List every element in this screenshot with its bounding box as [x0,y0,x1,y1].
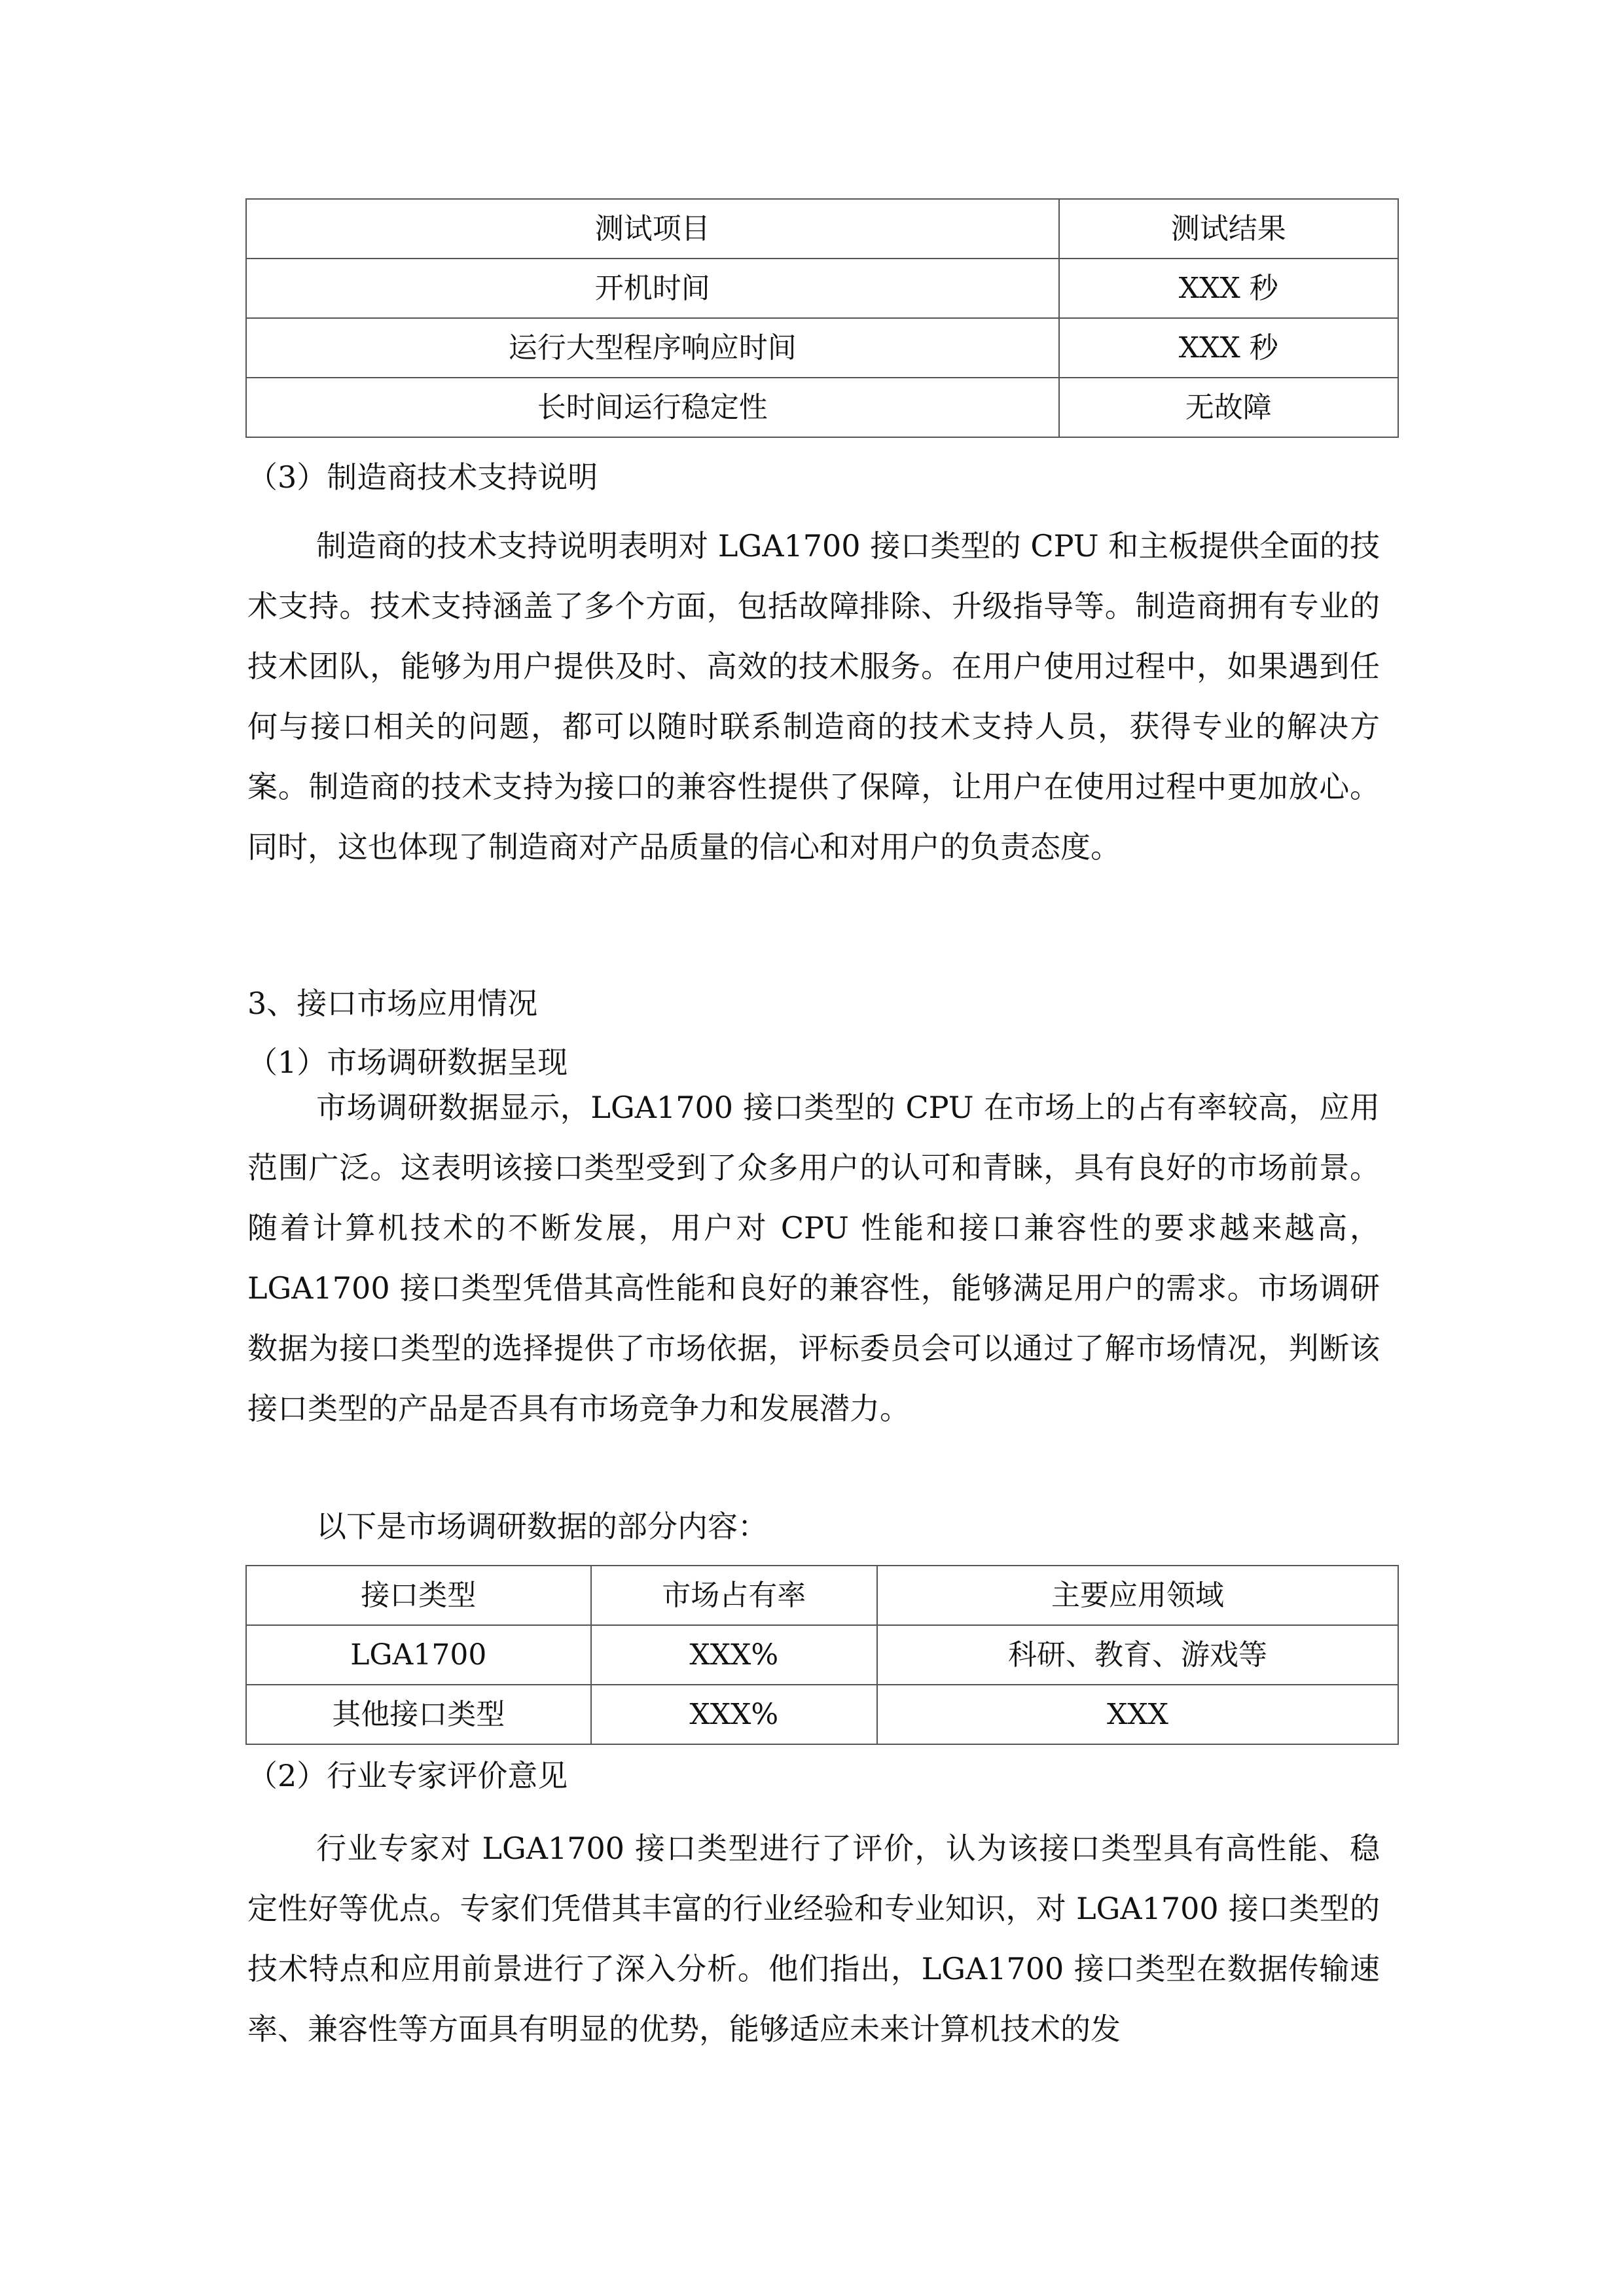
table-cell: XXX% [591,1625,878,1685]
table-row [246,318,1398,378]
manufacturer-support-paragraph: 制造商的技术支持说明表明对 LGA1700 接口类型的 CPU 和主板提供全面的技术支持。技术支持涵盖了多个方面，包括故障排除、升级指导等。制造商拥有专业的技术团队，能够为用户提供及时、高效的技术服务。在用户使用过程中，如果遇到任何与接口相关的问题，都可以随时联系制造商的技术支持人员，获得专业的解决方案。制造商的技术支持为接口的兼容性提供了保障，让用户在使用过程中更加放心。同时，这也体现了制造商对产品质量的信心和对用户的负责态度。 [247,528,1380,865]
test-results-table [245,198,1399,438]
table-header-row [246,1566,1398,1625]
expert-evaluation-heading: （2）行业专家评价意见 [247,1758,568,1793]
table-cell: LGA1700 [246,1625,591,1685]
table-row [246,1685,1398,1744]
manufacturer-support-heading: （3）制造商技术支持说明 [247,459,598,495]
market-survey-heading: （1）市场调研数据呈现 [247,1045,568,1080]
table-row [246,259,1398,318]
table-cell: 无故障 [1059,378,1398,437]
table-cell: XXX 秒 [1059,259,1398,318]
table-cell: 科研、教育、游戏等 [877,1625,1398,1685]
table-header-row [246,199,1398,259]
header-cell: 接口类型 [246,1566,591,1625]
expert-evaluation-paragraph: 行业专家对 LGA1700 接口类型进行了评价，认为该接口类型具有高性能、稳定性好等优点。专家们凭借其丰富的行业经验和专业知识，对 LGA1700 接口类型的技术特点和应用前景进行了深入分析。他们指出，LGA1700 接口类型在数据传输速率、兼容性等方面具有明显的优势，能够适应未来计算机技术的发 [247,1831,1380,2047]
table-cell: XXX 秒 [1059,318,1398,378]
table-row [246,1625,1398,1685]
market-table-intro: 以下是市场调研数据的部分内容： [316,1509,768,1544]
table-cell: 长时间运行稳定性 [246,378,1059,437]
table-cell: XXX% [591,1685,878,1744]
table-row [246,378,1398,437]
market-survey-table [245,1565,1399,1745]
table-cell: 开机时间 [246,259,1059,318]
table-cell: 运行大型程序响应时间 [246,318,1059,378]
header-cell: 测试结果 [1059,199,1398,259]
header-cell: 测试项目 [246,199,1059,259]
market-application-heading: 3、接口市场应用情况 [247,986,538,1021]
header-cell: 主要应用领域 [877,1566,1398,1625]
table-cell: XXX [877,1685,1398,1744]
market-survey-paragraph: 市场调研数据显示，LGA1700 接口类型的 CPU 在市场上的占有率较高，应用范围广泛。这表明该接口类型受到了众多用户的认可和青睐，具有良好的市场前景。随着计算机技术的不断发展，用户对 CPU 性能和接口兼容性的要求越来越高，LGA1700 接口类型凭借其高性能和良好的兼容性，能够满足用户的需求。市场调研数据为接口类型的选择提供了市场依据，评标委员会可以通过了解市场情况，判断该接口类型的产品是否具有市场竞争力和发展潜力。 [247,1090,1380,1426]
table-cell: 其他接口类型 [246,1685,591,1744]
header-cell: 市场占有率 [591,1566,878,1625]
